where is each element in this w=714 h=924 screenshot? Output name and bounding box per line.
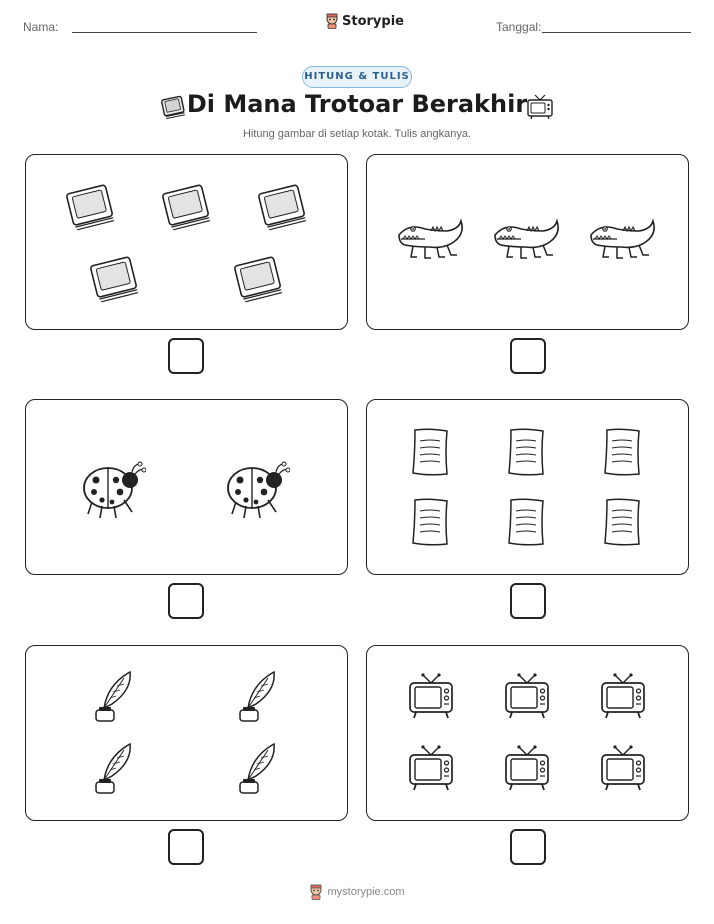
book-icon	[230, 253, 286, 305]
answer-box-crocodiles[interactable]	[510, 338, 546, 374]
answer-box-ladybugs[interactable]	[168, 583, 204, 619]
activity-badge: HITUNG & TULIS	[302, 66, 412, 88]
paper-icon	[409, 496, 451, 548]
counting-panel-crocodiles	[366, 154, 689, 330]
brand-name: Storypie	[342, 13, 404, 29]
paper-icon	[409, 426, 451, 478]
book-icon	[254, 181, 310, 233]
footer-url[interactable]: mystorypie.com	[327, 886, 405, 898]
tv-icon	[525, 93, 555, 121]
tv-icon	[503, 672, 551, 720]
name-line[interactable]	[72, 32, 257, 33]
quill-icon	[234, 740, 280, 796]
ladybug-icon	[80, 458, 146, 522]
book-icon	[158, 181, 214, 233]
storypie-mascot-icon	[325, 13, 339, 29]
counting-panel-ladybugs	[25, 399, 348, 575]
date-label: Tanggal:	[496, 20, 542, 34]
date-line[interactable]	[542, 32, 691, 33]
answer-box-tvs[interactable]	[510, 829, 546, 865]
crocodile-icon	[587, 217, 659, 267]
quill-icon	[234, 668, 280, 724]
counting-panel-quills	[25, 645, 348, 821]
answer-box-quills[interactable]	[168, 829, 204, 865]
instructions: Hitung gambar di setiap kotak. Tulis angkanya.	[242, 128, 472, 140]
answer-box-papers[interactable]	[510, 583, 546, 619]
crocodile-icon	[395, 217, 467, 267]
paper-icon	[505, 496, 547, 548]
quill-icon	[90, 668, 136, 724]
paper-icon	[601, 426, 643, 478]
tv-icon	[503, 744, 551, 792]
answer-box-books[interactable]	[168, 338, 204, 374]
crocodile-icon	[491, 217, 563, 267]
counting-panel-books	[25, 154, 348, 330]
tv-icon	[407, 672, 455, 720]
footer	[0, 884, 714, 900]
paper-icon	[601, 496, 643, 548]
tv-icon	[407, 744, 455, 792]
page-title: Di Mana Trotoar Berakhir	[186, 90, 528, 118]
counting-panel-tvs	[366, 645, 689, 821]
book-icon	[62, 181, 118, 233]
quill-icon	[90, 740, 136, 796]
paper-icon	[505, 426, 547, 478]
tv-icon	[599, 744, 647, 792]
brand-logo	[325, 13, 404, 29]
counting-panel-papers	[366, 399, 689, 575]
tv-icon	[599, 672, 647, 720]
book-icon	[86, 253, 142, 305]
ladybug-icon	[224, 458, 290, 522]
name-label: Nama:	[23, 20, 59, 34]
storypie-mascot-icon	[309, 884, 323, 900]
